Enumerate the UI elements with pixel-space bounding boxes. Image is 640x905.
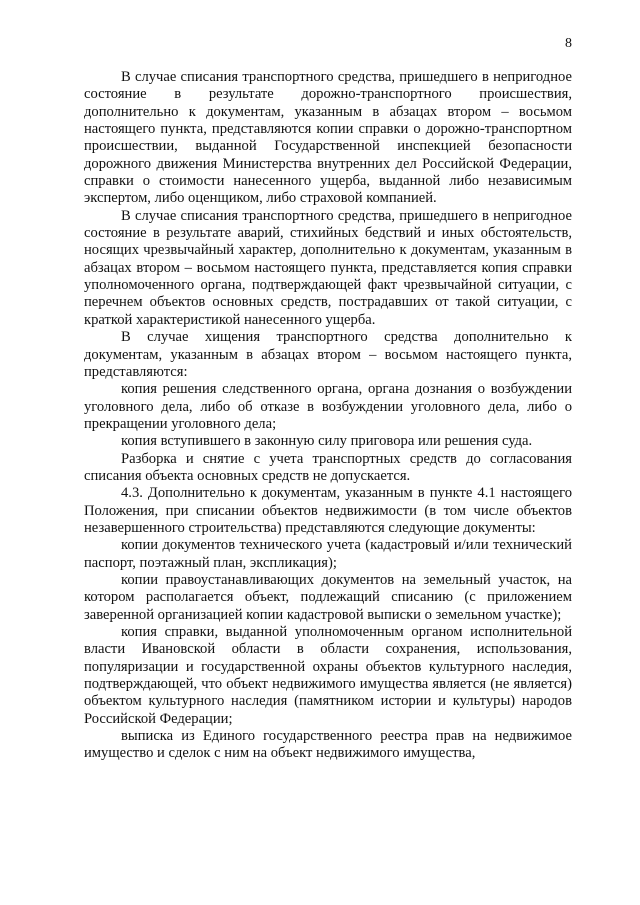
paragraph-section-4-3: 4.3. Дополнительно к документам, указанным в пункте 4.1 настоящего Положения, при списании объектов недвижимости (в том числе объектов незавершенного строительства) представляются следующие документы: [84,485,572,536]
paragraph-technical-docs: копии документов технического учета (кадастровый и/или технический паспорт, поэтажный план, экспликация); [84,537,572,571]
paragraph-investigation-decision: копия решения следственного органа, органа дознания о возбуждении уголовного дела, либо об отказе в возбуждении уголовного дела, либо о прекращении уголовного дела; [84,381,572,432]
paragraph-emergency: В случае списания транспортного средства, пришедшего в непригодное состояние в результате аварий, стихийных бедствий и иных обстоятельств, носящих чрезвычайный характер, дополнительно к документам, указанным в абзацах втором – восьмом настоящего пункта, представляется копия справки уполномоченного органа, подтверждающей факт чрезвычайной ситуации, с перечнем объектов основных средств, пострадавших от такой ситуации, с краткой характеристикой нанесенного ущерба. [84,207,572,328]
paragraph-cultural-heritage: копия справки, выданной уполномоченным органом исполнительной власти Ивановской области в области сохранения, использования, популяризации и государственной охраны объектов культурного наследия, подтверждающей, что объект недвижимого имущества является (не является) объектом культурного наследия (памятником истории и культуры) народов Российской Федерации; [84,624,572,727]
paragraph-theft: В случае хищения транспортного средства дополнительно к документам, указанным в абзацах втором – восьмом настоящего пункта, представляются: [84,329,572,380]
paragraph-dismantling: Разборка и снятие с учета транспортных средств до согласования списания объекта основных средств не допускается. [84,450,572,484]
paragraph-registry-extract: выписка из Единого государственного реестра прав на недвижимое имущество и сделок с ним на объект недвижимого имущества, [84,728,572,762]
paragraph-land-docs: копии правоустанавливающих документов на земельный участок, на котором располагается объект, подлежащий списанию (с приложением заверенной организацией копии кадастровой выписки о земельном участке); [84,571,572,623]
page-number: 8 [565,36,572,51]
document-body [84,69,572,763]
paragraph-court-verdict: копия вступившего в законную силу приговора или решения суда. [121,433,533,450]
paragraph-traffic-accident: В случае списания транспортного средства, пришедшего в непригодное состояние в результате дорожно-транспортного происшествия, дополнительно к документам, указанным в абзацах втором – восьмом настоящего пункта, представляются копии справки о дорожно-транспортном происшествии, выданной Государственной инспекцией безопасности дорожного движения Министерства внутренних дел Российской Федерации, справки о стоимости нанесенного ущерба, выданной либо независимым экспертом, либо оценщиком, либо страховой компанией. [84,69,572,207]
